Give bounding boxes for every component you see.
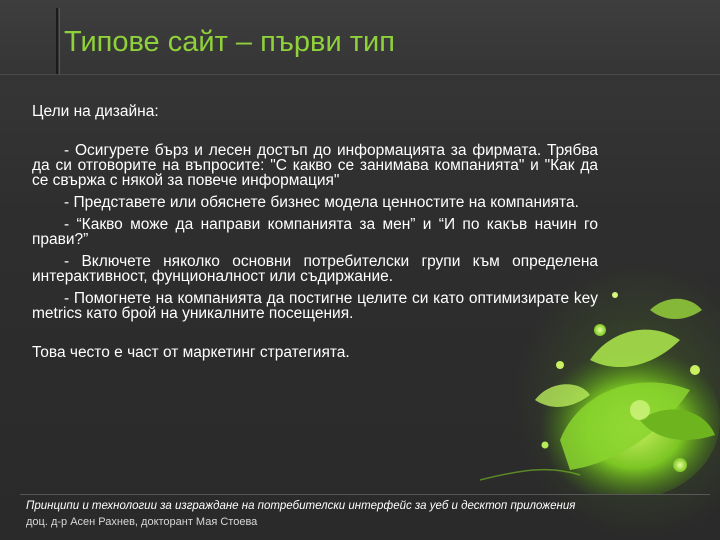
bullet-paragraph: - Осигурете бърз и лесен достъп до информацията за фирмата. Трябва да си отговорите на въпросите: "С какво се занимава компанията" и "Как да се свържа с някой за повече информация" xyxy=(32,142,598,189)
closing-statement: Това често е част от маркетинг стратегията. xyxy=(32,344,350,361)
bullet-paragraph: - Представете или обяснете бизнес модела ценностите на компанията. xyxy=(64,194,579,211)
title-divider xyxy=(0,74,720,75)
section-heading: Цели на дизайна: xyxy=(32,103,159,120)
title-accent-highlight xyxy=(59,8,60,74)
slide-title: Типове сайт – първи тип xyxy=(64,26,395,58)
bullet-paragraph: - Помогнете на компанията да постигне целите си като оптимизирате key metrics като брой на уникалните посещения. xyxy=(32,290,598,322)
footer-course-title: Принципи и технологии за изграждане на потребителски интерфейс за уеб и десктоп приложения xyxy=(26,500,576,512)
title-accent-bar xyxy=(56,8,58,74)
footer-divider xyxy=(20,494,710,495)
content-body xyxy=(32,104,598,360)
bullet-paragraph: - “Какво може да направи компанията за мен” и “И по какъв начин го прави?” xyxy=(32,216,598,248)
bullet-paragraph: - Включете няколко основни потребителски групи към определена интерактивност, фунционалност или съдиржание. xyxy=(32,253,598,285)
footer-authors: доц. д-р Асен Рахнев, докторант Мая Стоева xyxy=(26,516,258,528)
